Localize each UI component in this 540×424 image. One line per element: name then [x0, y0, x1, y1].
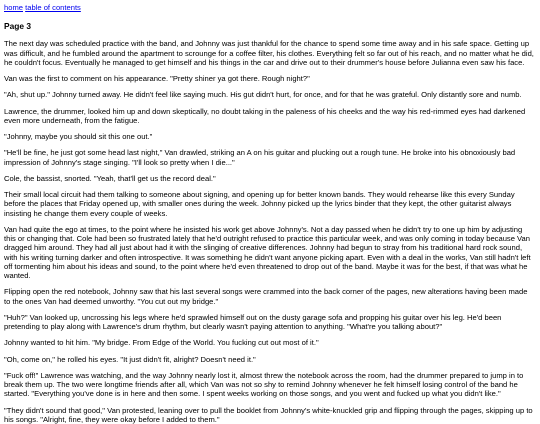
- paragraph: "Huh?" Van looked up, uncrossing his legs where he'd sprawled himself out on the dusty garage sofa and propping his guitar over his leg. He'd been pretending to play along with Lawrence's drum rhythm, but clearly wasn't paying attention to anything. "What're you talking about?": [4, 312, 502, 332]
- paragraph: "He'll be fine, he just got some head last night," Van drawled, striking an A on his guitar and plucking out a rough tune. He broke into his obnoxiously bad impression of Johnny's stage singing. "I'll look so pretty when I die...": [4, 148, 516, 167]
- paragraph: Flipping open the red notebook, Johnny saw that his last several songs were crammed into the back corner of the pages, new alterations having been made to the ones Van had deemed unworthy. "You cut out my bridge.": [4, 287, 528, 306]
- paragraph: Van was the first to comment on his appearance. "Pretty shiner ya got there. Rough night?": [4, 74, 310, 84]
- paragraph: "Ah, shut up." Johnny turned away. He didn't feel like saying much. His gut didn't hurt, for once, and for that he was grateful. Only distantly sore and numb.: [4, 90, 522, 100]
- paragraph: Lawrence, the drummer, looked him up and down skeptically, no doubt taking in the paleness of his cheeks and the way his red-rimmed eyes had darkened even more underneath, from the fatigue.: [4, 106, 526, 125]
- top-navigation: [4, 3, 535, 12]
- story-text: [4, 39, 535, 424]
- paragraph: Cole, the bassist, snorted. "Yeah, that'll get us the record deal.": [4, 173, 216, 183]
- table-of-contents-link[interactable]: table of contents: [25, 3, 81, 12]
- paragraph: "Fuck off!" Lawrence was watching, and the way Johnny nearly lost it, almost threw the notebook across the room, had the drummer prepared to jump in to break them up. The two were longtime friends after all, which Van was not so shy to remind Johnny whenever he felt himself losing control of the band he started. "Everything you've done is in here and then some. I spent weeks working on those songs, and you went and fucked up what you didn't like.": [4, 370, 524, 399]
- paragraph: Their small local circuit had them talking to someone about signing, and opening up for better known bands. They would rehearse like this every Sunday before the places that Friday opened up, with smaller ones during the week. Johnny picked up the lyrics binder that they kept, the other guitarist always insisting he change them every couple of weeks.: [4, 190, 515, 218]
- page-title: Page 3: [4, 21, 32, 32]
- paragraph: Johnny wanted to hit him. "My bridge. From Edge of the World. You fucking cut out most of it.": [4, 338, 319, 348]
- paragraph: The next day was scheduled practice with the band, and Johnny was just thankful for the chance to spend some time away and in his safe space. Getting up was difficult, and he fumbled around the apartment to scrounge for a coffee filter, his clothes. Everything felt so far out of his reach, and no matter what he did, he couldn't focus. Eventually he managed to get himself and his things in the car and drive out to their drummer's house before Julianna even saw his face.: [4, 39, 534, 67]
- home-link[interactable]: home: [4, 3, 23, 12]
- paragraph: "Oh, come on," he rolled his eyes. "It just didn't fit, alright? Doesn't need it.": [4, 354, 256, 364]
- paragraph: Van had quite the ego at times, to the point where he insisted his work get above Johnny's. Not a day passed when he didn't try to one up him by adjusting this or changing that. Cole had been so frustrated lately that he'd outright refused to practice this particular week, and was only coming in today because Van dragged him around. They had all just about had it with the slinging of creative differences. Johnny had begun to stray from his traditional hard rock sound, with his writing turning darker and often introspective. It was something he didn't want anyone picking apart. Even with a deal in the works, Van still hadn't left off tormenting him about his ideas and sound, to the point where he'd even threatened to drop out of the band. Maybe it was for the best, if that was what he wanted.: [4, 224, 531, 281]
- paragraph: "They didn't sound that good," Van protested, leaning over to pull the booklet from Johnny's white-knuckled grip and flipping through the pages, skipping up to his songs. "Alright, fine, they were okay before I added to them.": [4, 405, 533, 424]
- paragraph: "Johnny, maybe you should sit this one out.": [4, 132, 153, 142]
